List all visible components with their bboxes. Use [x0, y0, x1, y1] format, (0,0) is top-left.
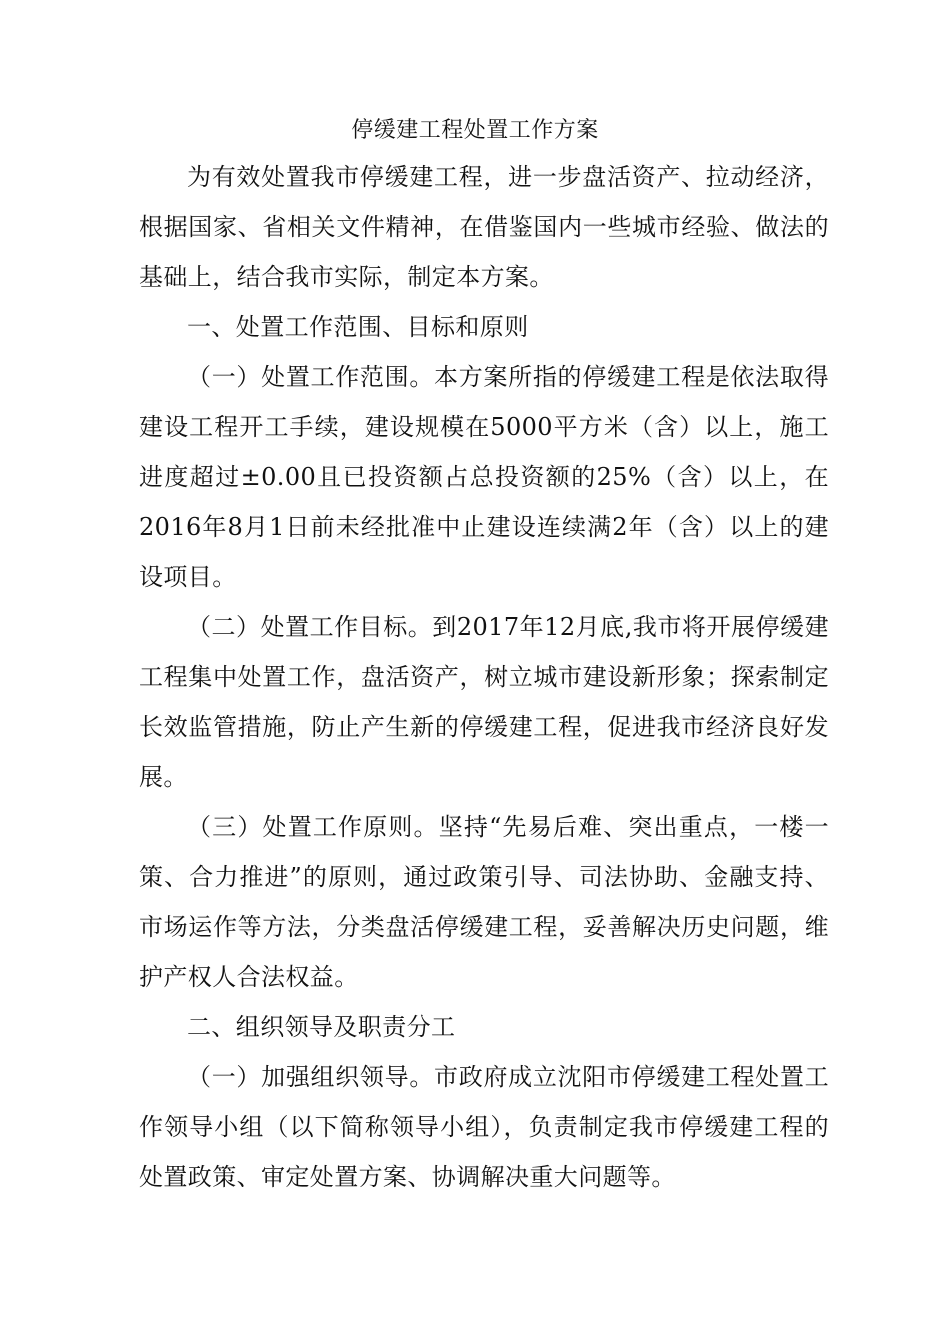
section-heading-2: 二、组织领导及职责分工 — [187, 1013, 456, 1041]
document-body — [139, 152, 829, 1202]
goal-paragraph: （二）处置工作目标。到2017年12月底,我市将开展停缓建工程集中处置工作，盘活资产，树立城市建设新形象；探索制定长效监管措施，防止产生新的停缓建工程，促进我市经济良好发展。 — [139, 613, 829, 791]
principle-paragraph: （三）处置工作原则。坚持“先易后难、突出重点，一楼一策、合力推进”的原则，通过政策引导、司法协助、金融支持、市场运作等方法，分类盘活停缓建工程，妥善解决历史问题，维护产权人合法权益。 — [139, 813, 829, 991]
organization-paragraph: （一）加强组织领导。市政府成立沈阳市停缓建工程处置工作领导小组（以下简称领导小组），负责制定我市停缓建工程的处置政策、审定处置方案、协调解决重大问题等。 — [139, 1063, 829, 1191]
intro-paragraph: 为有效处置我市停缓建工程，进一步盘活资产、拉动经济，根据国家、省相关文件精神，在借鉴国内一些城市经验、做法的基础上，结合我市实际，制定本方案。 — [139, 163, 829, 291]
document-title: 停缓建工程处置工作方案 — [351, 118, 599, 143]
scope-paragraph: （一）处置工作范围。本方案所指的停缓建工程是依法取得建设工程开工手续，建设规模在5000平方米（含）以上，施工进度超过±0.00且已投资额占总投资额的25%（含）以上，在2016年8月1日前未经批准中止建设连续满2年（含）以上的建设项目。 — [139, 363, 829, 591]
section-heading-1: 一、处置工作范围、目标和原则 — [187, 313, 529, 341]
